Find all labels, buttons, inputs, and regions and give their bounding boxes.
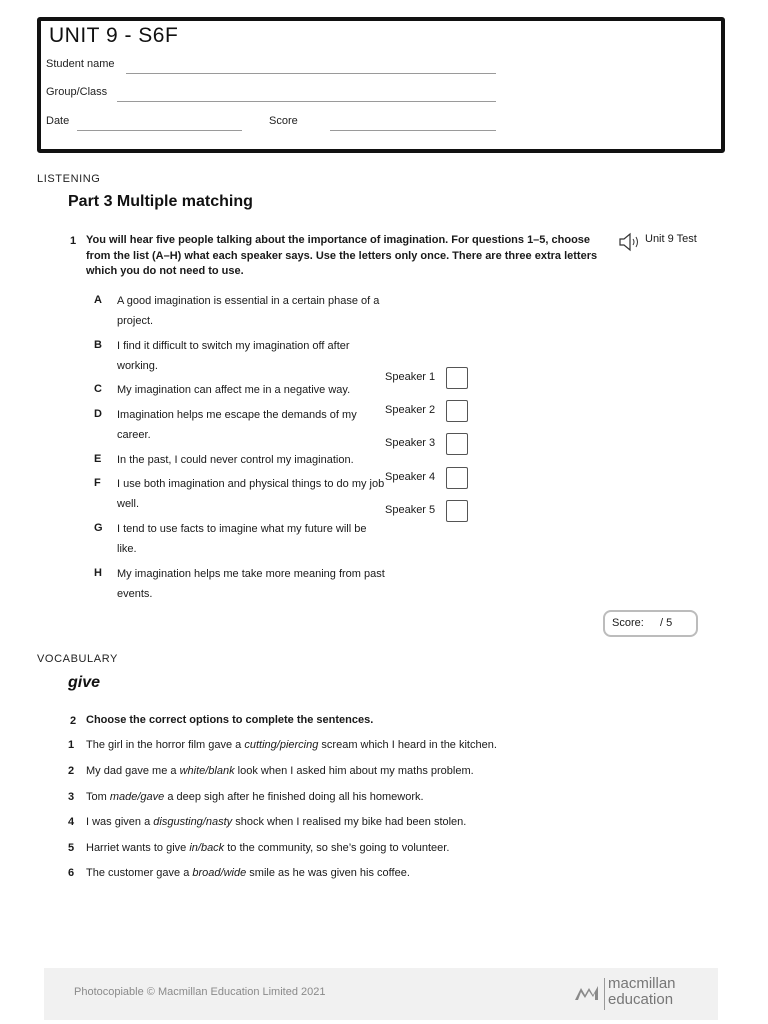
group-class-label: Group/Class	[46, 86, 108, 98]
score-label: Score	[269, 115, 298, 127]
option-letter: F	[94, 477, 101, 489]
option-text: A good imagination is essential in a certain phase of a project.	[117, 295, 380, 327]
option-letter: H	[94, 567, 102, 579]
sentence-number: 2	[68, 765, 75, 777]
date-label: Date	[46, 115, 70, 127]
option-text: I find it difficult to switch my imagination off after working.	[117, 340, 350, 372]
sentence-options[interactable]: in/back	[189, 842, 225, 854]
speaker-label: Speaker 4	[385, 471, 436, 483]
listening-score-box[interactable]	[603, 610, 698, 637]
question-instructions: Choose the correct options to complete the sentences.	[86, 714, 374, 726]
sentence-number: 4	[68, 816, 75, 828]
sentence-options[interactable]: made/gave	[109, 791, 165, 803]
copyright-text: Photocopiable © Macmillan Education Limited 2021	[74, 986, 326, 998]
option-text: My imagination can affect me in a negative way.	[117, 384, 351, 396]
sentence: Harriet wants to give in/back to the community, so she’s going to volunteer.	[86, 842, 450, 854]
sentence-options[interactable]: cutting/piercing	[244, 739, 319, 751]
sentence-options[interactable]: disgusting/nasty	[153, 816, 233, 828]
part-title: Part 3 Multiple matching	[68, 193, 253, 210]
audio-track[interactable]	[618, 232, 697, 257]
student-name-label: Student name	[46, 58, 115, 70]
option-letter: D	[94, 408, 102, 420]
question-number: 1	[70, 235, 77, 247]
question-number: 2	[70, 715, 77, 727]
sentence: The customer gave a broad/wide smile as he was given his coffee.	[86, 867, 410, 879]
score-label: Score:	[612, 617, 644, 629]
speaker-label: Speaker 5	[385, 504, 436, 516]
option-text: In the past, I could never control my imagination.	[117, 454, 354, 466]
student-name-field[interactable]	[126, 73, 496, 74]
sentence: I was given a disgusting/nasty shock when I realised my bike had been stolen.	[86, 816, 467, 828]
footer	[44, 968, 718, 1020]
option-letter: B	[94, 339, 102, 351]
section-label-vocabulary: VOCABULARY	[37, 653, 118, 665]
brand-text: macmillan education	[608, 975, 676, 1008]
speaker-1-answer-box[interactable]	[446, 367, 468, 389]
sentence-number: 1	[68, 739, 75, 751]
macmillan-logo	[574, 976, 714, 1012]
sentence: Tom made/gave a deep sigh after he finished doing all his homework.	[86, 791, 424, 803]
date-field[interactable]	[77, 130, 242, 131]
group-class-field[interactable]	[117, 101, 496, 102]
logo-divider	[604, 978, 605, 1010]
unit-title: UNIT 9 - S6F	[49, 24, 179, 47]
macmillan-logo-icon	[574, 984, 600, 1002]
speaker-audio-icon[interactable]	[618, 232, 642, 252]
sentence-options[interactable]: broad/wide	[192, 867, 247, 879]
sentence-number: 6	[68, 867, 75, 879]
speaker-2-answer-box[interactable]	[446, 400, 468, 422]
option-text: My imagination helps me take more meaning from past events.	[117, 568, 385, 600]
speaker-label: Speaker 3	[385, 437, 436, 449]
option-text: Imagination helps me escape the demands of my career.	[117, 409, 357, 441]
score-total: / 5	[660, 617, 673, 629]
option-letter: C	[94, 383, 102, 395]
student-info-box	[37, 17, 725, 153]
score-field[interactable]	[330, 130, 496, 131]
option-text: I use both imagination and physical things to do my job well.	[117, 478, 385, 510]
vocabulary-title: give	[68, 674, 101, 691]
speaker-4-answer-box[interactable]	[446, 467, 468, 489]
option-letter: A	[94, 294, 102, 306]
speaker-3-answer-box[interactable]	[446, 433, 468, 455]
question-instructions: You will hear five people talking about the importance of imagination. For questions 1–5, choose from the list (A–H) what each speaker says. Use the letters only once. There are three extra letters which you do not need to use.	[86, 234, 598, 277]
audio-label: Unit 9 Test	[645, 233, 697, 245]
sentence: My dad gave me a white/blank look when I asked him about my maths problem.	[86, 765, 474, 777]
option-text: I tend to use facts to imagine what my future will be like.	[117, 523, 367, 555]
speaker-label: Speaker 1	[385, 371, 436, 383]
speaker-5-answer-box[interactable]	[446, 500, 468, 522]
option-letter: G	[94, 522, 103, 534]
section-label-listening: LISTENING	[37, 173, 101, 185]
option-letter: E	[94, 453, 102, 465]
sentence-number: 5	[68, 842, 75, 854]
sentence-options[interactable]: white/blank	[179, 765, 235, 777]
sentence-number: 3	[68, 791, 75, 803]
sentence: The girl in the horror film gave a cutting/piercing scream which I heard in the kitchen.	[86, 739, 497, 751]
speaker-label: Speaker 2	[385, 404, 436, 416]
